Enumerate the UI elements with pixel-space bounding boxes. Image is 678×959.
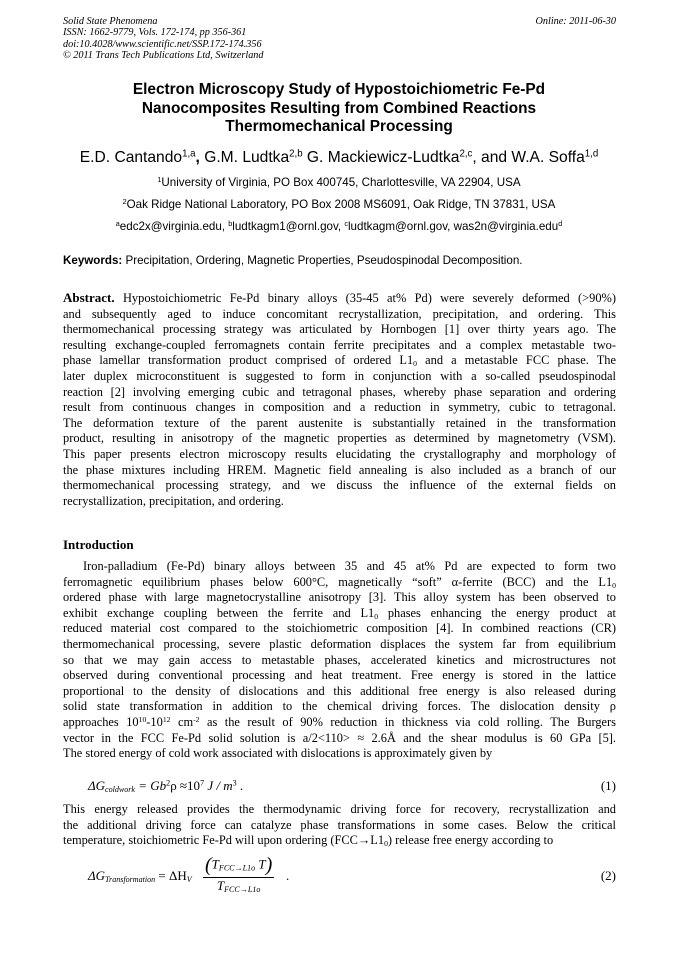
author-emails: $^a$edc2x@virginia.edu, $^b$ludtkagm1@ornl.gov, $^c$ludtkagm@ornl.gov, was2n@virginia.edu$^d$	[115, 219, 563, 233]
keywords-label: Keywords:	[63, 254, 123, 267]
abstract: Abstract. Hypostoichiometric Fe-Pd binary alloys (35-45 at% Pd) were severely deformed (>90%) and subsequently aged to induce concomitant recrystallization, precipitation, and ordering. This thermomechanical processing strategy was articulated by Hornbogen [1] over thirty years ago. The resulting exchange-coupled ferromagnets contain ferrite precipitates and a complex metastable two- phase lamellar transformation product comprised of ordered $L1_0$ and a metastable FCC phase. The later duplex microconstituent is suggested to form in conjunction with a so-called pseudospinodal reaction [2] involving emerging cubic and tetragonal phases, whereby phase separation and ordering result from continuous changes in composition and a reduction in symmetry, cubic to tetragonal. The deformation texture of the parent austenite is substantially retained in the transformation product, resulting in anisotropy of the magnetic properties as determined by magnetometry (VSM). This paper presents electron microscopy results elucidating the crystallography and morphology of the phase mixtures including HREM. Magnetic field annealing is also included as a branch of our thermomechanical processing strategy, and we discuss the influence of the external fields on recrystallization, precipitation, and ordering.	[63, 290, 616, 508]
title-line: Thermomechanical Processing	[225, 118, 453, 136]
equation-1: $\Delta G_{coldwork} = Gb^2\rho \approx 10^7$ J / $m^3$ . (1)	[88, 778, 616, 794]
journal-name: Solid State Phenomena	[63, 16, 158, 27]
issn: ISSN: 1662-9779, Vols. 172-174, pp 356-361	[63, 27, 247, 39]
doi: doi:10.4028/www.scientific.net/SSP.172-174.356	[63, 38, 262, 50]
author: G.M. Ludtka	[204, 149, 290, 166]
author-list: E.D. Cantando$^{1,a}$, G.M. Ludtka$^{2,b}$ G. Mackiewicz-Ludtka$^{2,c}$, and W.A. Soffa$^{1,d}$	[79, 148, 599, 166]
author: G. Mackiewicz-Ludtka	[306, 149, 460, 166]
journal-header	[63, 16, 616, 62]
fraction: ($T_{FCC\to L1o}$ T) $T_{FCC\to L1o}$	[205, 854, 273, 894]
keywords-text: Precipitation, Ordering, Magnetic Properties, Pseudospinodal Decomposition.	[125, 254, 523, 267]
paper-title	[60, 81, 618, 137]
affiliation: $^1$University of Virginia, PO Box 400745, Charlottesville, VA 22904, USA	[157, 175, 521, 189]
author: E.D. Cantando	[79, 149, 183, 166]
introduction-heading: Introduction	[63, 537, 134, 552]
keywords	[63, 254, 616, 267]
title-line: Nanocomposites Resulting from Combined Reactions	[141, 99, 537, 117]
equation-2: $\Delta G_{Transformation} = \Delta H_V$ ($T_{FCC\to L1o}$ T) $T_{FCC\to L1o}$ . (2)	[88, 854, 616, 894]
online-date: Online: 2011-06-30	[535, 16, 616, 27]
body-text: This energy released provides the thermodynamic driving force for recovery, recrystallization and the additional driving force can catalyze phase transformations in some cases. Below the critical temperature, stoichiometric Fe-Pd will upon ordering $(FCC\to L1_0)$ release free energy according to	[63, 802, 616, 849]
author: and W.A. Soffa	[481, 149, 585, 166]
abstract-heading: Abstract.	[63, 290, 115, 305]
equation-number: (1)	[600, 778, 616, 793]
equation-number: (2)	[600, 868, 616, 883]
copyright: © 2011 Trans Tech Publications Ltd, Switzerland	[63, 50, 264, 62]
introduction-text: Iron-palladium (Fe-Pd) binary alloys between 35 and 45 at% Pd are expected to form two ferromagnetic equilibrium phases below 600°C, magnetically “soft” α-ferrite (BCC) and the $L1_0$ ordered phase with large magnetocrystalline anisotropy [3]. This alloy system has been observed to exhibit exchange coupling between the ferrite and $L1_0$ phases enhancing the energy product at reduced material cost compared to the stoichiometric composition [4]. In combined reactions (CR) thermomechanical processing, severe plastic deformation displaces the system far from equilibrium so that we may gain access to metastable phases, accelerated kinetics and microstructures not observed during conventional processing and heat treatment. Free energy is stored in the lattice proportional to the density of dislocations and this additional free energy is also released during solid state transformation in addition to the chemical driving forces. The dislocation density ρ approaches $10^{10}-10^{12}$ $cm^{-2}$ as the result of 90% reduction in thickness via cold rolling. The Burgers vector in the FCC Fe-Pd solid solution is a/2<110> ≈ 2.6Å and the shear modulus is 60 GPa [5]. The stored energy of cold work associated with dislocations is approximately given by	[63, 559, 616, 761]
title-line: Electron Microscopy Study of Hypostoichiometric Fe-Pd	[132, 81, 546, 98]
affiliation: $^2$Oak Ridge National Laboratory, PO Box 2008 MS6091, Oak Ridge, TN 37831, USA	[122, 197, 556, 211]
